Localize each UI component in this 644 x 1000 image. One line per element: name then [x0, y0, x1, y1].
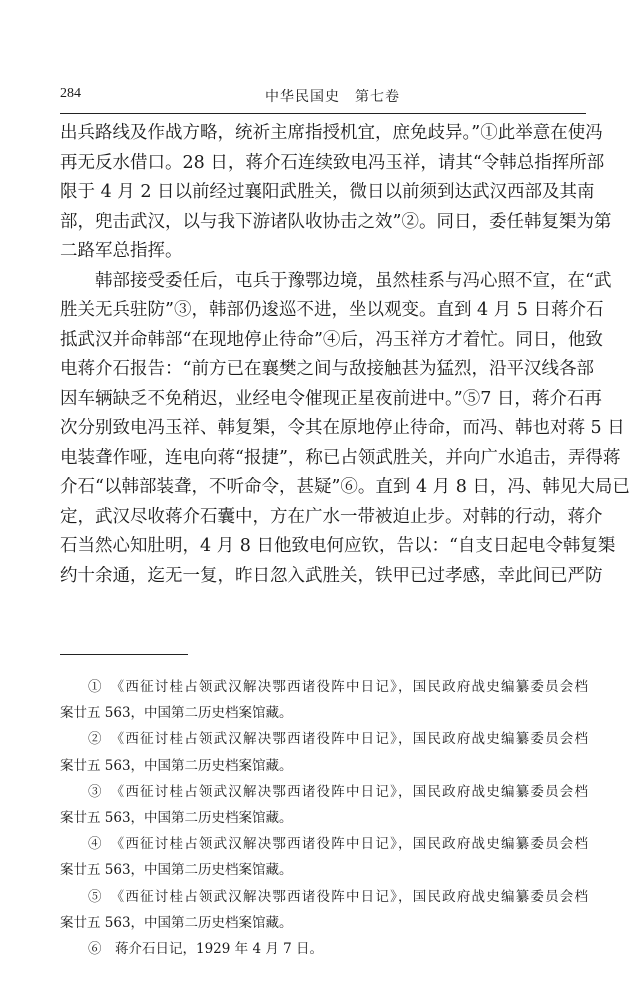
header-divider	[60, 113, 586, 114]
footnote-line: ⑤ 《西征讨桂占领武汉解决鄂西诸役阵中日记》，国民政府战史编纂委员会档	[88, 888, 588, 905]
page-header	[60, 86, 586, 110]
main-text	[60, 119, 630, 591]
footnote-line: ⑥ 蒋介石日记，1929 年 4 月 7 日。	[88, 940, 323, 957]
footnote-line: 案廿五 563，中国第二历史档案馆藏。	[60, 809, 293, 826]
text-line: 因车辆缺乏不免稍迟，业经电令催现正星夜前进中。”⑤7 日，蒋介石再	[60, 388, 602, 409]
text-line: 次分别致电冯玉祥、韩复榘，令其在原地停止待命，而冯、韩也对蒋 5 日	[60, 418, 625, 438]
text-line: 二路军总指挥。	[60, 241, 183, 261]
text-line: 限于 4 月 2 日以前经过襄阳武胜关，微日以前须到达武汉西部及其南	[60, 182, 595, 202]
text-line: 定，武汉尽收蒋介石囊中，方在广水一带被迫止步。对韩的行动，蒋介	[60, 506, 603, 527]
text-line: 石当然心知肚明，4 月 8 日他致电何应钦，告以：“自支日起电令韩复榘	[60, 536, 616, 556]
text-line: 电蒋介石报告：“前方已在襄樊之间与敌接触甚为猛烈，沿平汉线各部	[60, 359, 594, 379]
text-line: 韩部接受委任后，屯兵于豫鄂边境，虽然桂系与冯心照不宣，在“武	[60, 270, 612, 291]
text-line: 抵武汉并命韩部“在现地停止待命”④后，冯玉祥方才着忙。同日，他致	[60, 329, 603, 350]
footnote-divider	[60, 654, 188, 655]
text-line: 出兵路线及作战方略，统祈主席指授机宜，庶免歧异。”①此举意在使冯	[60, 123, 603, 143]
text-line: 介石“以韩部装聋，不听命令，甚疑”⑥。直到 4 月 8 日，冯、韩见大局已	[60, 477, 630, 497]
text-line: 约十余通，迄无一复，昨日忽入武胜关，铁甲已过孝感，幸此间已严防	[60, 565, 603, 586]
text-line: 胜关无兵驻防”③，韩部仍逡巡不进，坐以观变。直到 4 月 5 日蒋介石	[60, 300, 604, 320]
footnotes	[60, 674, 588, 962]
page-number: 284	[60, 86, 81, 101]
footnote-line: 案廿五 563，中国第二历史档案馆藏。	[60, 757, 293, 774]
footnote-line: 案廿五 563，中国第二历史档案馆藏。	[60, 914, 293, 931]
footnote-line: 案廿五 563，中国第二历史档案馆藏。	[60, 705, 293, 722]
footnote-line: 案廿五 563，中国第二历史档案馆藏。	[60, 862, 293, 879]
text-line: 部，兜击武汉，以与我下游诸队收协击之效”②。同日，委任韩复榘为第	[60, 211, 612, 232]
footnote-line: ④ 《西征讨桂占领武汉解决鄂西诸役阵中日记》，国民政府战史编纂委员会档	[88, 836, 588, 853]
footnote-line: ③ 《西征讨桂占领武汉解决鄂西诸役阵中日记》，国民政府战史编纂委员会档	[88, 783, 588, 800]
text-line: 电装聋作哑，连电向蒋“报捷”，称已占领武胜关，并向广水追击，弄得蒋	[60, 447, 621, 468]
running-title: 中华民国史 第七卷	[265, 89, 400, 105]
text-line: 再无反水借口。28 日，蒋介石连续致电冯玉祥，请其“令韩总指挥所部	[60, 152, 605, 173]
footnote-line: ② 《西征讨桂占领武汉解决鄂西诸役阵中日记》，国民政府战史编纂委员会档	[88, 731, 588, 748]
footnote-line: ① 《西征讨桂占领武汉解决鄂西诸役阵中日记》，国民政府战史编纂委员会档	[88, 679, 588, 695]
